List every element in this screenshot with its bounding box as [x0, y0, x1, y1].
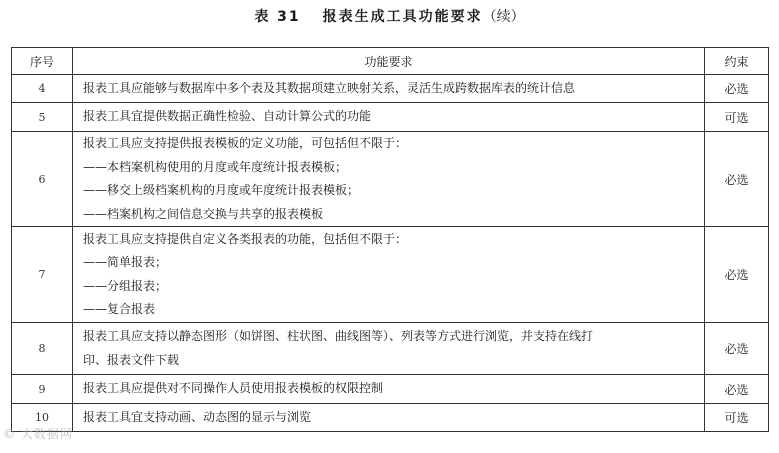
constraint-cell: 必选 [705, 323, 769, 375]
table-continued: （续） [482, 9, 525, 25]
row-number: 5 [12, 103, 73, 132]
requirement-cell [73, 132, 705, 227]
row-number: 10 [12, 404, 73, 432]
row-number: 8 [12, 323, 73, 375]
requirement-line: 印、报表文件下载 [83, 352, 180, 367]
requirement-line: ——移交上级档案机构的月度或年度统计报表模板； [83, 183, 360, 197]
table-header-row [12, 48, 769, 75]
table-row [12, 227, 769, 323]
table-row [12, 404, 769, 432]
requirement-cell [73, 227, 705, 323]
requirement-line: 报表工具应支持提供报表模板的定义功能，可包括但不限于： [83, 136, 408, 150]
row-number: 9 [12, 375, 73, 404]
requirement-line: 报表工具应提供对不同操作人员使用报表模板的权限控制 [83, 381, 384, 396]
requirement-line: ——档案机构之间信息交换与共享的报表模板 [83, 206, 324, 221]
table-row [12, 375, 769, 404]
table-row [12, 103, 769, 132]
row-number: 7 [12, 227, 73, 323]
header-number: 序号 [12, 48, 73, 75]
header-requirement: 功能要求 [73, 48, 705, 75]
requirement-line: ——本档案机构使用的月度或年度统计报表模板； [83, 159, 348, 174]
requirement-cell [73, 103, 705, 132]
requirement-cell [73, 323, 705, 375]
requirements-table [11, 47, 769, 432]
requirement-line: 报表工具应能够与数据库中多个表及其数据项建立映射关系，灵活生成跨数据库表的统计信息 [83, 80, 576, 95]
header-constraint: 约束 [705, 48, 769, 75]
row-number: 4 [12, 75, 73, 103]
requirement-cell [73, 75, 705, 103]
table-row [12, 132, 769, 227]
requirement-cell [73, 404, 705, 432]
requirement-line: 报表工具应支持以静态图形（如饼图、柱状图、曲线图等）、列表等方式进行浏览，并支持在线打 [83, 329, 594, 343]
constraint-cell: 可选 [705, 103, 769, 132]
table-row [12, 75, 769, 103]
table-caption [0, 6, 779, 26]
constraint-cell: 必选 [705, 227, 769, 323]
watermark: © 大数据网 [3, 427, 73, 441]
row-number: 6 [12, 132, 73, 227]
requirement-line: 报表工具宜支持动画、动态图的显示与浏览 [83, 409, 312, 424]
requirement-line: 报表工具宜提供数据正确性检验、自动计算公式的功能 [83, 109, 372, 124]
requirement-line: ——分组报表； [83, 278, 168, 293]
requirement-line: ——复合报表 [83, 302, 156, 316]
table-row [12, 323, 769, 375]
constraint-cell: 必选 [705, 375, 769, 404]
requirement-line: 报表工具应支持提供自定义各类报表的功能，包括但不限于： [83, 231, 408, 246]
requirement-cell [73, 375, 705, 404]
constraint-cell: 必选 [705, 132, 769, 227]
requirement-line: ——简单报表； [83, 255, 168, 269]
constraint-cell: 可选 [705, 404, 769, 432]
table-name: 报表生成工具功能要求 [322, 9, 483, 25]
constraint-cell: 必选 [705, 75, 769, 103]
table-label: 表 31 [254, 9, 301, 25]
